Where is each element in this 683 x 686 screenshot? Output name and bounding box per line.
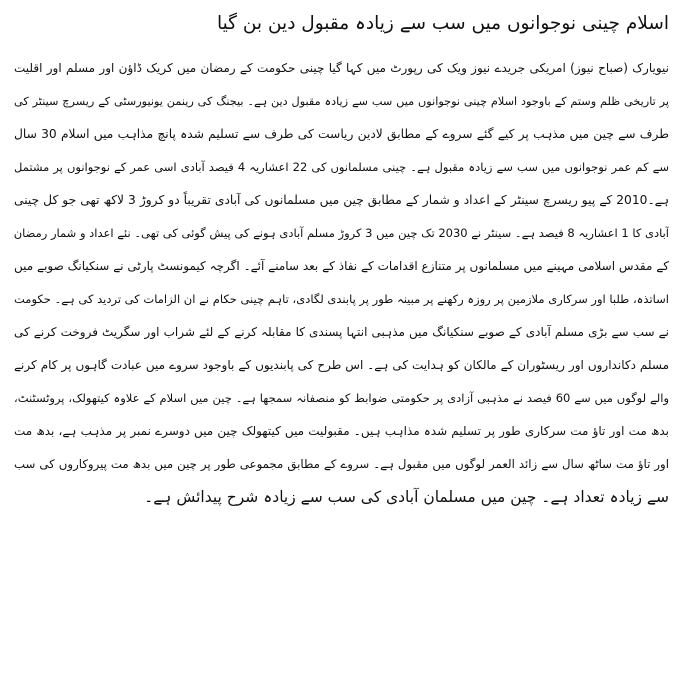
article-line: نے سب سے بڑی مسلم آبادی کے صوبے سنکیانگ میں مذہبی انتہا پسندی کا مقابلہ کرنے کے لئے شراب اور سگریٹ فروخت کرنے کی [14,325,669,339]
article-line: اساتذہ، طلبا اور سرکاری ملازمین پر روزہ رکھنے پر مبینہ طور پر پابندی لگادی، تاہم چینی حکام نے ان الزامات کی تردید کی ہے۔ حکومت [14,292,669,306]
article-line: اور تاؤ مت ساٹھ سال سے زائد العمر لوگوں میں مقبول ہے۔ سروے کے مطابق مجموعی طور پر چین میں بدھ مت پیروکاروں کی سب [14,457,669,471]
article-line: سے زیادہ تعداد ہے۔ چین میں مسلمان آبادی کی سب سے زیادہ شرح پیدائش ہے۔ [144,488,669,506]
article-line: پر تاریخی ظلم وستم کے باوجود اسلام چینی نوجوانوں میں سب سے زیادہ مقبول دین ہے۔ بیجنگ کی رینمن یونیورسٹی کے ریسرچ سینٹر کی [14,95,669,108]
article-line: کے مقدس اسلامی مہینے میں مسلمانوں پر متنازع اقدامات کے نفاذ کے بعد سامنے آئے۔ اگرچہ کیمونسٹ پارٹی نے سنکیانگ صوبے میں [14,259,669,273]
article-line: سے کم عمر نوجوانوں میں سب سے زیادہ مقبول ہے۔ چینی مسلمانوں کی 22 اعشاریہ 4 فیصد آبادی اسی عمر کے نوجوانوں پر مشتمل [14,160,669,174]
article-body [14,52,669,514]
article-line: بدھ مت اور تاؤ مت سرکاری طور پر تسلیم شدہ مذاہب ہیں۔ مقبولیت میں کیتھولک چین میں دوسرے نمبر پر مذہب ہے، بدھ مت [14,424,669,438]
article-line: طرف سے چین میں مذہب پر کیے گئے سروے کے مطابق لادین ریاست کی طرف سے تسلیم شدہ پانچ مذاہب میں اسلام 30 سال [14,127,669,141]
article-line: والے لوگوں میں سے 60 فیصد نے مذہبی آزادی پر حکومتی ضوابط کو منصفانہ سمجھا ہے۔ چین میں اسلام کے علاوہ کیتھولک، پروٹسٹنٹ، [14,391,669,405]
article-line: ہے۔2010 کے پیو ریسرچ سینٹر کے اعداد و شمار کے مطابق چین میں مسلمانوں کی آبادی تقریباً دو کروڑ 3 لاکھ تھی جو کل چینی [14,193,669,207]
article-line: آبادی کا 1 اعشاریہ 8 فیصد ہے۔ سینٹر نے 2030 تک چین میں 3 کروڑ مسلم آبادی ہونے کی پیش گوئی کی تھی۔ نئے اعداد و شمار رمضان [14,226,669,240]
article-headline: اسلام چینی نوجوانوں میں سب سے زیادہ مقبول دین بن گیا [216,13,669,34]
article-line: مسلم دکانداروں اور ریسٹوران کے مالکان کو ہدایت کی ہے۔ اس طرح کی پابندیوں کے باوجود سروے میں عبادت گاہوں پر کام کرنے [14,358,669,372]
article-line: نیویارک (صباح نیوز) امریکی جریدے نیوز ویک کی رپورٹ میں کہا گیا چینی حکومت کے رمضان میں کریک ڈاؤن اور مسلم اور اقلیت [14,61,669,75]
